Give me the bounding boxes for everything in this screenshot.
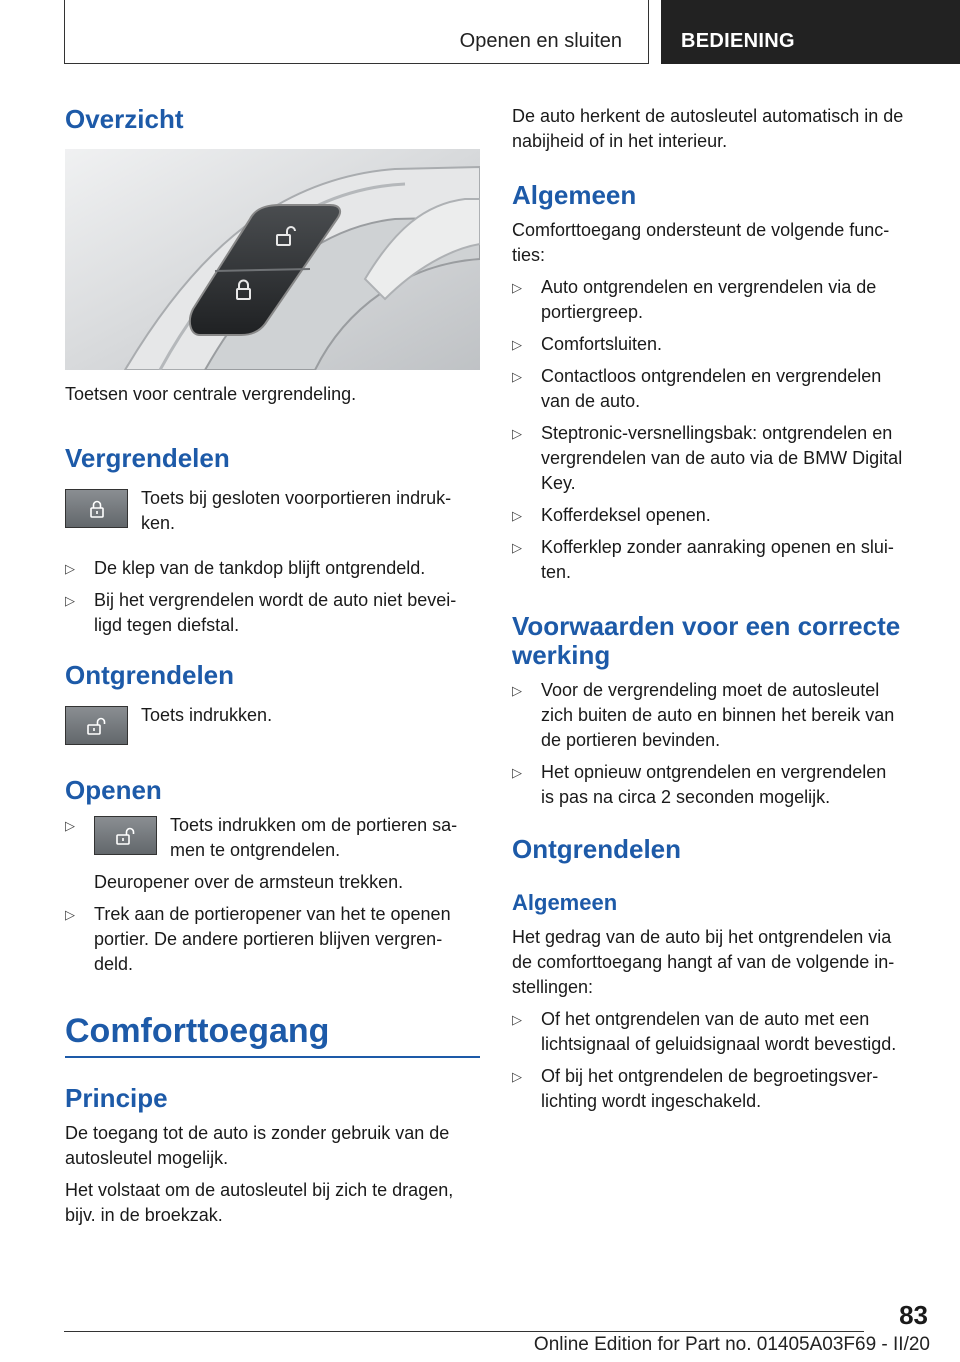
algemeen-line1: Comforttoegang ondersteunt de volgende func- <box>512 220 890 240</box>
list-item: ▷ Bij het vergrendelen wordt de auto niet bevei- ligd tegen diefstal. <box>65 590 457 635</box>
list-item: ▷ Contactloos ontgrendelen en vergrendelen van de auto. <box>512 366 882 411</box>
heading-overzicht: Overzicht <box>65 104 184 134</box>
page-number: 83 <box>899 1300 928 1330</box>
heading-underline <box>65 1056 480 1058</box>
bullet-triangle-icon: ▷ <box>512 1069 522 1084</box>
principe-p2-line1: Het volstaat om de autosleutel bij zich te dragen, <box>65 1180 454 1200</box>
lock-icon <box>87 499 107 519</box>
list-item: ▷ Of het ontgrendelen van de auto met een lichtsignaal of geluidsignaal wordt bevestigd. <box>512 1009 897 1054</box>
door-handle-illustration <box>65 149 480 370</box>
unlock-icon <box>114 826 138 846</box>
header-chapter-box <box>661 0 960 64</box>
principe-p1-line1: De toegang tot de auto is zonder gebruik van de <box>65 1123 450 1143</box>
list-item: ▷ Voor de vergrendeling moet de autosleutel zich buiten de auto en binnen het bereik van de portieren bevinden. <box>512 680 895 750</box>
list-item: ▷ Of bij het ontgrendelen de begroetingsver- lichting wordt ingeschakeld. <box>512 1066 879 1111</box>
subheading-algemeen: Algemeen <box>512 890 618 915</box>
heading-algemeen: Algemeen <box>512 180 637 210</box>
bullet-triangle-icon: ▷ <box>512 683 522 698</box>
intro-line1: De auto herkent de autosleutel automatisch in de <box>512 106 904 126</box>
edition-text: Online Edition for Part no. 01405A03F69 - II/20 <box>533 1334 930 1355</box>
bullet-triangle-icon: ▷ <box>512 540 522 555</box>
principe-p1-line2: autosleutel mogelijk. <box>65 1148 229 1168</box>
header-section-box <box>64 0 649 64</box>
heading-ontgrendelen: Ontgrendelen <box>65 660 235 690</box>
bullet-triangle-icon: ▷ <box>512 765 522 780</box>
list-item: ▷ Steptronic-versnellingsbak: ontgrendelen en vergrendelen van de auto via de BMW Digital Key. <box>512 423 903 493</box>
bullet-triangle-icon: ▷ <box>65 593 75 608</box>
bullet-triangle-icon: ▷ <box>512 426 522 441</box>
heading-comforttoegang: Comforttoegang <box>65 1012 330 1050</box>
bullet-triangle-icon: ▷ <box>512 1012 522 1027</box>
header-chapter-title: BEDIENING <box>681 30 795 52</box>
gedrag-line3: stellingen: <box>512 977 594 997</box>
bullet-triangle-icon: ▷ <box>65 818 75 833</box>
lock-button-image <box>65 489 128 528</box>
bullet-triangle-icon: ▷ <box>512 280 522 295</box>
list-item: ▷ Kofferdeksel openen. <box>512 503 930 528</box>
algemeen-line2: ties: <box>512 245 546 265</box>
bullet-triangle-icon: ▷ <box>65 561 75 576</box>
bullet-triangle-icon: ▷ <box>65 907 75 922</box>
openen-text-line2: men te ontgrendelen. <box>170 840 341 860</box>
bullet-triangle-icon: ▷ <box>512 508 522 523</box>
gedrag-line2: de comforttoegang hangt af van de volgende in- <box>512 952 895 972</box>
ontgrendelen-text: Toets indrukken. <box>141 705 273 725</box>
photo-caption: Toetsen voor centrale vergrendeling. <box>65 384 357 404</box>
door-handle-photo <box>65 149 480 370</box>
header-section-title: Openen en sluiten <box>459 30 622 52</box>
openen-text-line1: Toets indrukken om de portieren sa- <box>170 815 458 835</box>
heading-principe: Principe <box>65 1083 168 1113</box>
list-item: ▷ De klep van de tankdop blijft ontgrendeld. <box>65 556 480 581</box>
heading-voorwaarden-line1: Voorwaarden voor een correcte <box>512 611 901 641</box>
list-item: ▷ Het opnieuw ontgrendelen en vergrendelen is pas na circa 2 seconden mogelijk. <box>512 762 887 807</box>
heading-ontgrendelen-right: Ontgrendelen <box>512 834 682 864</box>
list-item: ▷ Comfortsluiten. <box>512 332 930 357</box>
heading-openen: Openen <box>65 775 162 805</box>
principe-p2-line2: bijv. in de broekzak. <box>65 1205 223 1225</box>
list-item: ▷ Trek aan de portieropener van het te openen portier. De andere portieren blijven vergren- deld. <box>65 904 451 974</box>
intro-line2: nabijheid of in het interieur. <box>512 131 728 151</box>
bullet-triangle-icon: ▷ <box>512 369 522 384</box>
list-item: ▷ Auto ontgrendelen en vergrendelen via de portiergreep. <box>512 277 877 322</box>
vergrendelen-text-line2: ken. <box>141 513 176 533</box>
heading-voorwaarden-line2: werking <box>512 640 611 670</box>
list-item: ▷ Kofferklep zonder aanraking openen en slui- ten. <box>512 537 894 582</box>
vergrendelen-text-line1: Toets bij gesloten voorportieren indruk- <box>141 488 452 508</box>
footer-divider <box>64 1331 864 1332</box>
unlock-button-image <box>94 816 157 855</box>
unlock-icon <box>85 716 109 736</box>
unlock-button-image <box>65 706 128 745</box>
gedrag-line1: Het gedrag van de auto bij het ontgrendelen via <box>512 927 892 947</box>
openen-text-line3: Deuropener over de armsteun trekken. <box>94 872 404 892</box>
heading-vergrendelen: Vergrendelen <box>65 443 230 473</box>
bullet-triangle-icon: ▷ <box>512 337 522 352</box>
